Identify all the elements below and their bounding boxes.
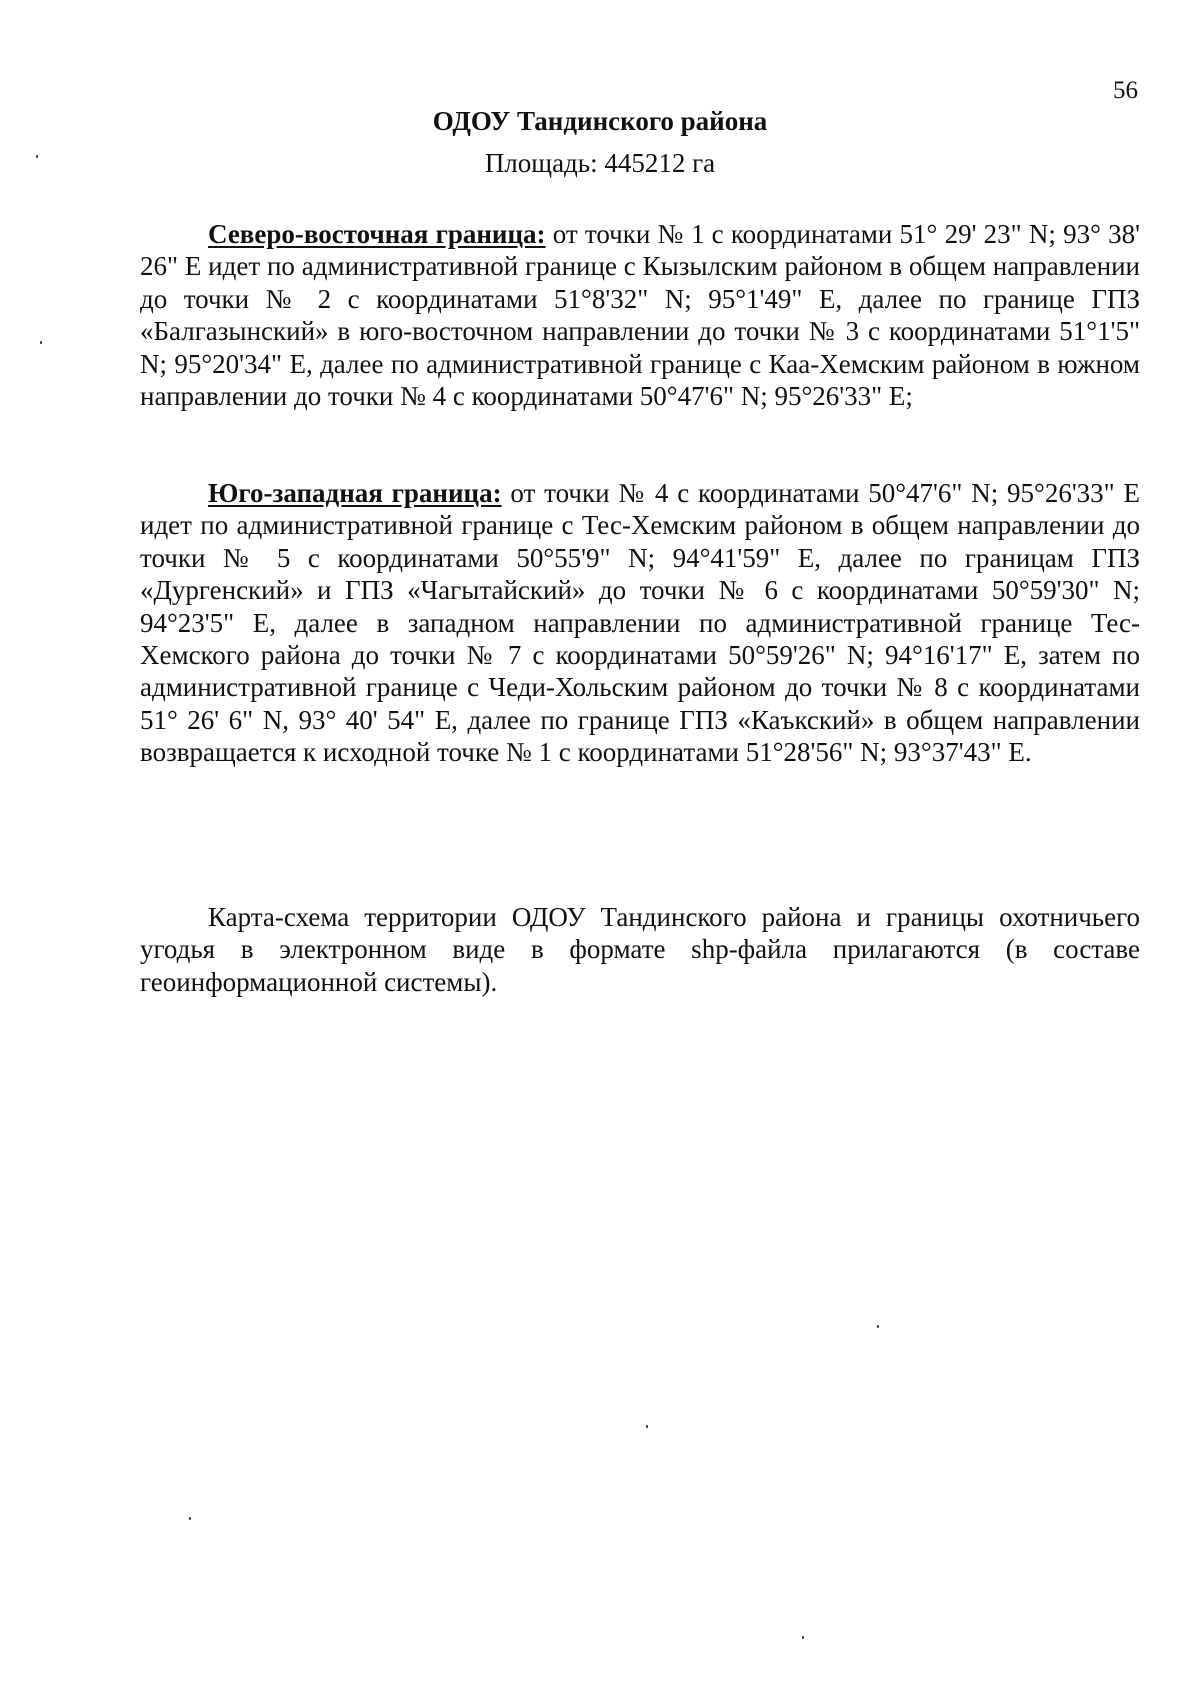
document-title: ОДОУ Тандинского района bbox=[432, 106, 768, 136]
scan-speck bbox=[36, 155, 38, 158]
southwest-boundary-heading: Юго-западная граница: bbox=[208, 478, 502, 508]
scan-speck bbox=[189, 1517, 191, 1520]
map-note-paragraph: Карта-схема территории ОДОУ Тандинского района и границы охотничьего угодья в электронном виде в формате shp-файла прилагаются (в составе геоинформационной системы). bbox=[140, 902, 1140, 997]
southwest-boundary-text: от точки № 4 с координатами 50°47'6" N; 95°26'33" E идет по административной границе с Тес-Хемским районом в общем направлении до точки № 5 с координатами 50°55'9" N; 94°41'59" E, далее по границам ГПЗ «Дургенский» и ГПЗ «Чагытайский» до точки № 6 с координатами 50°59'30" N; 94°23'5" E, далее в западном направлении по административной границе Тес-Хемского района до точки № 7 с координатами 50°59'26" N; 94°16'17" E, затем по административной границе с Чеди-Хольским районом до точки № 8 с координатами 51° 26' 6" N, 93° 40' 54" E, далее по границе ГПЗ «Каъкский» в общем направлении возвращается к исходной точке № 1 с координатами 51°28'56" N; 93°37'43" E. bbox=[140, 478, 1140, 768]
northeast-boundary-text: от точки № 1 с координатами 51° 29' 23" N; 93° 38' 26" E идет по административной границе с Кызылским районом в общем направлении до точки № 2 с координатами 51°8'32" N; 95°1'49" E, далее по границе ГПЗ «Балгазынский» в юго-восточном направлении до точки № 3 с координатами 51°1'5" N; 95°20'34" E, далее по административной границе с Каа-Хемским районом в южном направлении до точки № 4 с координатами 50°47'6" N; 95°26'33" E; bbox=[140, 219, 1140, 412]
scan-speck bbox=[40, 341, 42, 344]
scan-speck bbox=[646, 1425, 648, 1428]
northeast-boundary-heading: Северо-восточная граница: bbox=[208, 219, 546, 249]
southwest-boundary-paragraph bbox=[140, 477, 1140, 769]
page-number: 56 bbox=[1113, 77, 1138, 104]
northeast-boundary-paragraph bbox=[140, 218, 1140, 412]
scan-speck bbox=[877, 1325, 879, 1328]
area-line: Площадь: 445212 га bbox=[484, 148, 716, 178]
scan-speck bbox=[802, 1636, 804, 1639]
